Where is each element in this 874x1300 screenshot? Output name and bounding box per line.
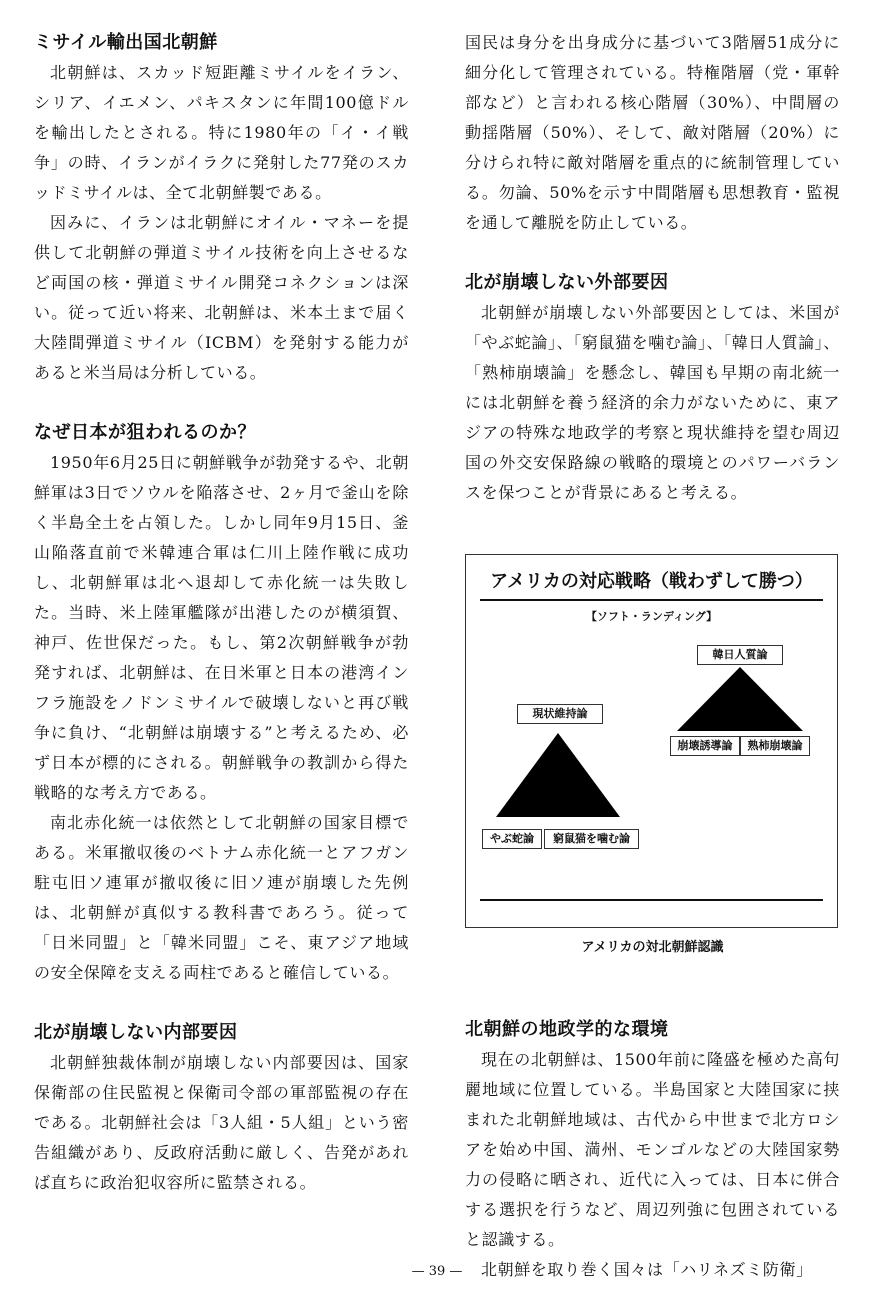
section-heading-external-factors: 北が崩壊しない外部要因 <box>465 272 669 293</box>
left-triangle <box>496 733 620 817</box>
section-heading-missile-export: ミサイル輸出国北朝鮮 <box>34 32 218 53</box>
label-collapse-inducement: 崩壊誘導論 <box>670 736 740 756</box>
left-column <box>34 28 409 1198</box>
section-heading-why-japan: なぜ日本が狙われるのか？ <box>34 422 256 443</box>
figure-subtitle: 【ソフト・ランディング】 <box>585 610 718 623</box>
label-cornered-rat: 窮鼠猫を噛む論 <box>544 829 639 849</box>
paragraph: 因みに、イランは北朝鮮にオイル・マネーを提供して北朝鮮の弾道ミサイル技術を向上させるなど両国の核・弾道ミサイル開発コネクションは深い。従って近い将来、北朝鮮は、米本土まで届く大陸間弾道ミサイル（ICBM）を発射する能力があると米当局は分析している。 <box>34 213 409 382</box>
figure-title: アメリカの対応戦略（戦わずして勝つ） <box>490 571 813 592</box>
paragraph: 現在の北朝鮮は、1500年前に隆盛を極めた高句麗地域に位置している。半島国家と大陸国家に挟まれた北朝鮮地域は、古代から中世まで北方ロシアを始め中国、満州、モンゴルなどの大陸国家勢力の侵略に晒され、近代に入っては、日本に併合する選択を行うなど、周辺列強に包囲されていると認識する。 <box>465 1050 840 1249</box>
figure-top-rule <box>480 599 823 601</box>
label-status-quo: 現状維持論 <box>517 704 603 724</box>
paragraph: 北朝鮮を取り巻く国々は「ハリネズミ防衛」 <box>481 1260 813 1279</box>
page-number: — 39 — <box>411 1264 463 1279</box>
paragraph-continued: 国民は身分を出身成分に基づいて3階層51成分に細分化して管理されている。特権階層（党・軍幹部など）と言われる核心階層（30%）、中間層の動揺階層（50%）、そして、敵対階層（20%）に分けられ特に敵対階層を重点的に統制管理している。勿論、50%を示す中間階層も思想教育・監視を通して離脱を防止している。 <box>465 33 840 232</box>
label-yabuhebi: やぶ蛇論 <box>482 829 542 849</box>
paragraph: 1950年6月25日に朝鮮戦争が勃発するや、北朝鮮軍は3日でソウルを陥落させ、2ヶ月で釜山を除く半島全土を占領した。しかし同年9月15日、釜山陥落直前で米韓連合軍は仁川上陸作戦に成功し、北朝鮮軍は北へ退却して赤化統一は失敗した。当時、米上陸軍艦隊が出港したのが横須賀、神戸、佐世保だった。もし、第2次朝鮮戦争が勃発すれば、北朝鮮は、在日米軍と日本の港湾インフラ施設をノドンミサイルで破壊しないと再び戦争に負け、“北朝鮮は崩壊する”と考えるため、必ず日本が標的にされる。朝鮮戦争の教訓から得た戦略的な考え方である。 <box>34 453 409 802</box>
paragraph: 南北赤化統一は依然として北朝鮮の国家目標である。米軍撤収後のベトナム赤化統一とアフガン駐屯旧ソ連軍が撤収後に旧ソ連が崩壊した先例は、北朝鮮が真似する教科書であろう。従って「日米同盟」と「韓米同盟」こそ、東アジア地域の安全保障を支える両柱であると確信している。 <box>34 813 409 982</box>
figure-bottom-rule <box>480 899 823 901</box>
label-ripe-persimmon-collapse: 熟柿崩壊論 <box>740 736 810 756</box>
figure-caption: アメリカの対北朝鮮認識 <box>581 940 724 955</box>
paragraph: 北朝鮮独裁体制が崩壊しない内部要因は、国家保衛部の住民監視と保衛司令部の軍部監視の存在である。北朝鮮社会は「3人組・5人組」という密告組織があり、反政府活動に厳しく、告発があれば直ちに政治犯収容所に監禁される。 <box>34 1053 409 1192</box>
paragraph: 北朝鮮は、スカッド短距離ミサイルをイラン、シリア、イエメン、パキスタンに年間100億ドルを輸出したとされる。特に1980年の「イ・イ戦争」の時、イランがイラクに発射した77発のスカッドミサイルは、全て北朝鮮製である。 <box>34 63 409 202</box>
right-column <box>465 28 840 1285</box>
right-triangle <box>677 667 803 731</box>
paragraph: 北朝鮮が崩壊しない外部要因としては、米国が「やぶ蛇論」、「窮鼠猫を噛む論」、「韓日人質論」、「熟柿崩壊論」を懸念し、韓国も早期の南北統一には北朝鮮を養う経済的余力がないために、東アジアの特殊な地政学的考察と現状維持を望む周辺国の外交安保路線の戦略的環境とのパワーバランスを保つことが背景にあると考える。 <box>465 303 841 502</box>
label-korea-japan-hostage: 韓日人質論 <box>697 645 783 665</box>
strategy-figure <box>465 554 838 928</box>
section-heading-geopolitics: 北朝鮮の地政学的な環境 <box>465 1019 669 1040</box>
section-heading-internal-factors: 北が崩壊しない内部要因 <box>34 1022 238 1043</box>
